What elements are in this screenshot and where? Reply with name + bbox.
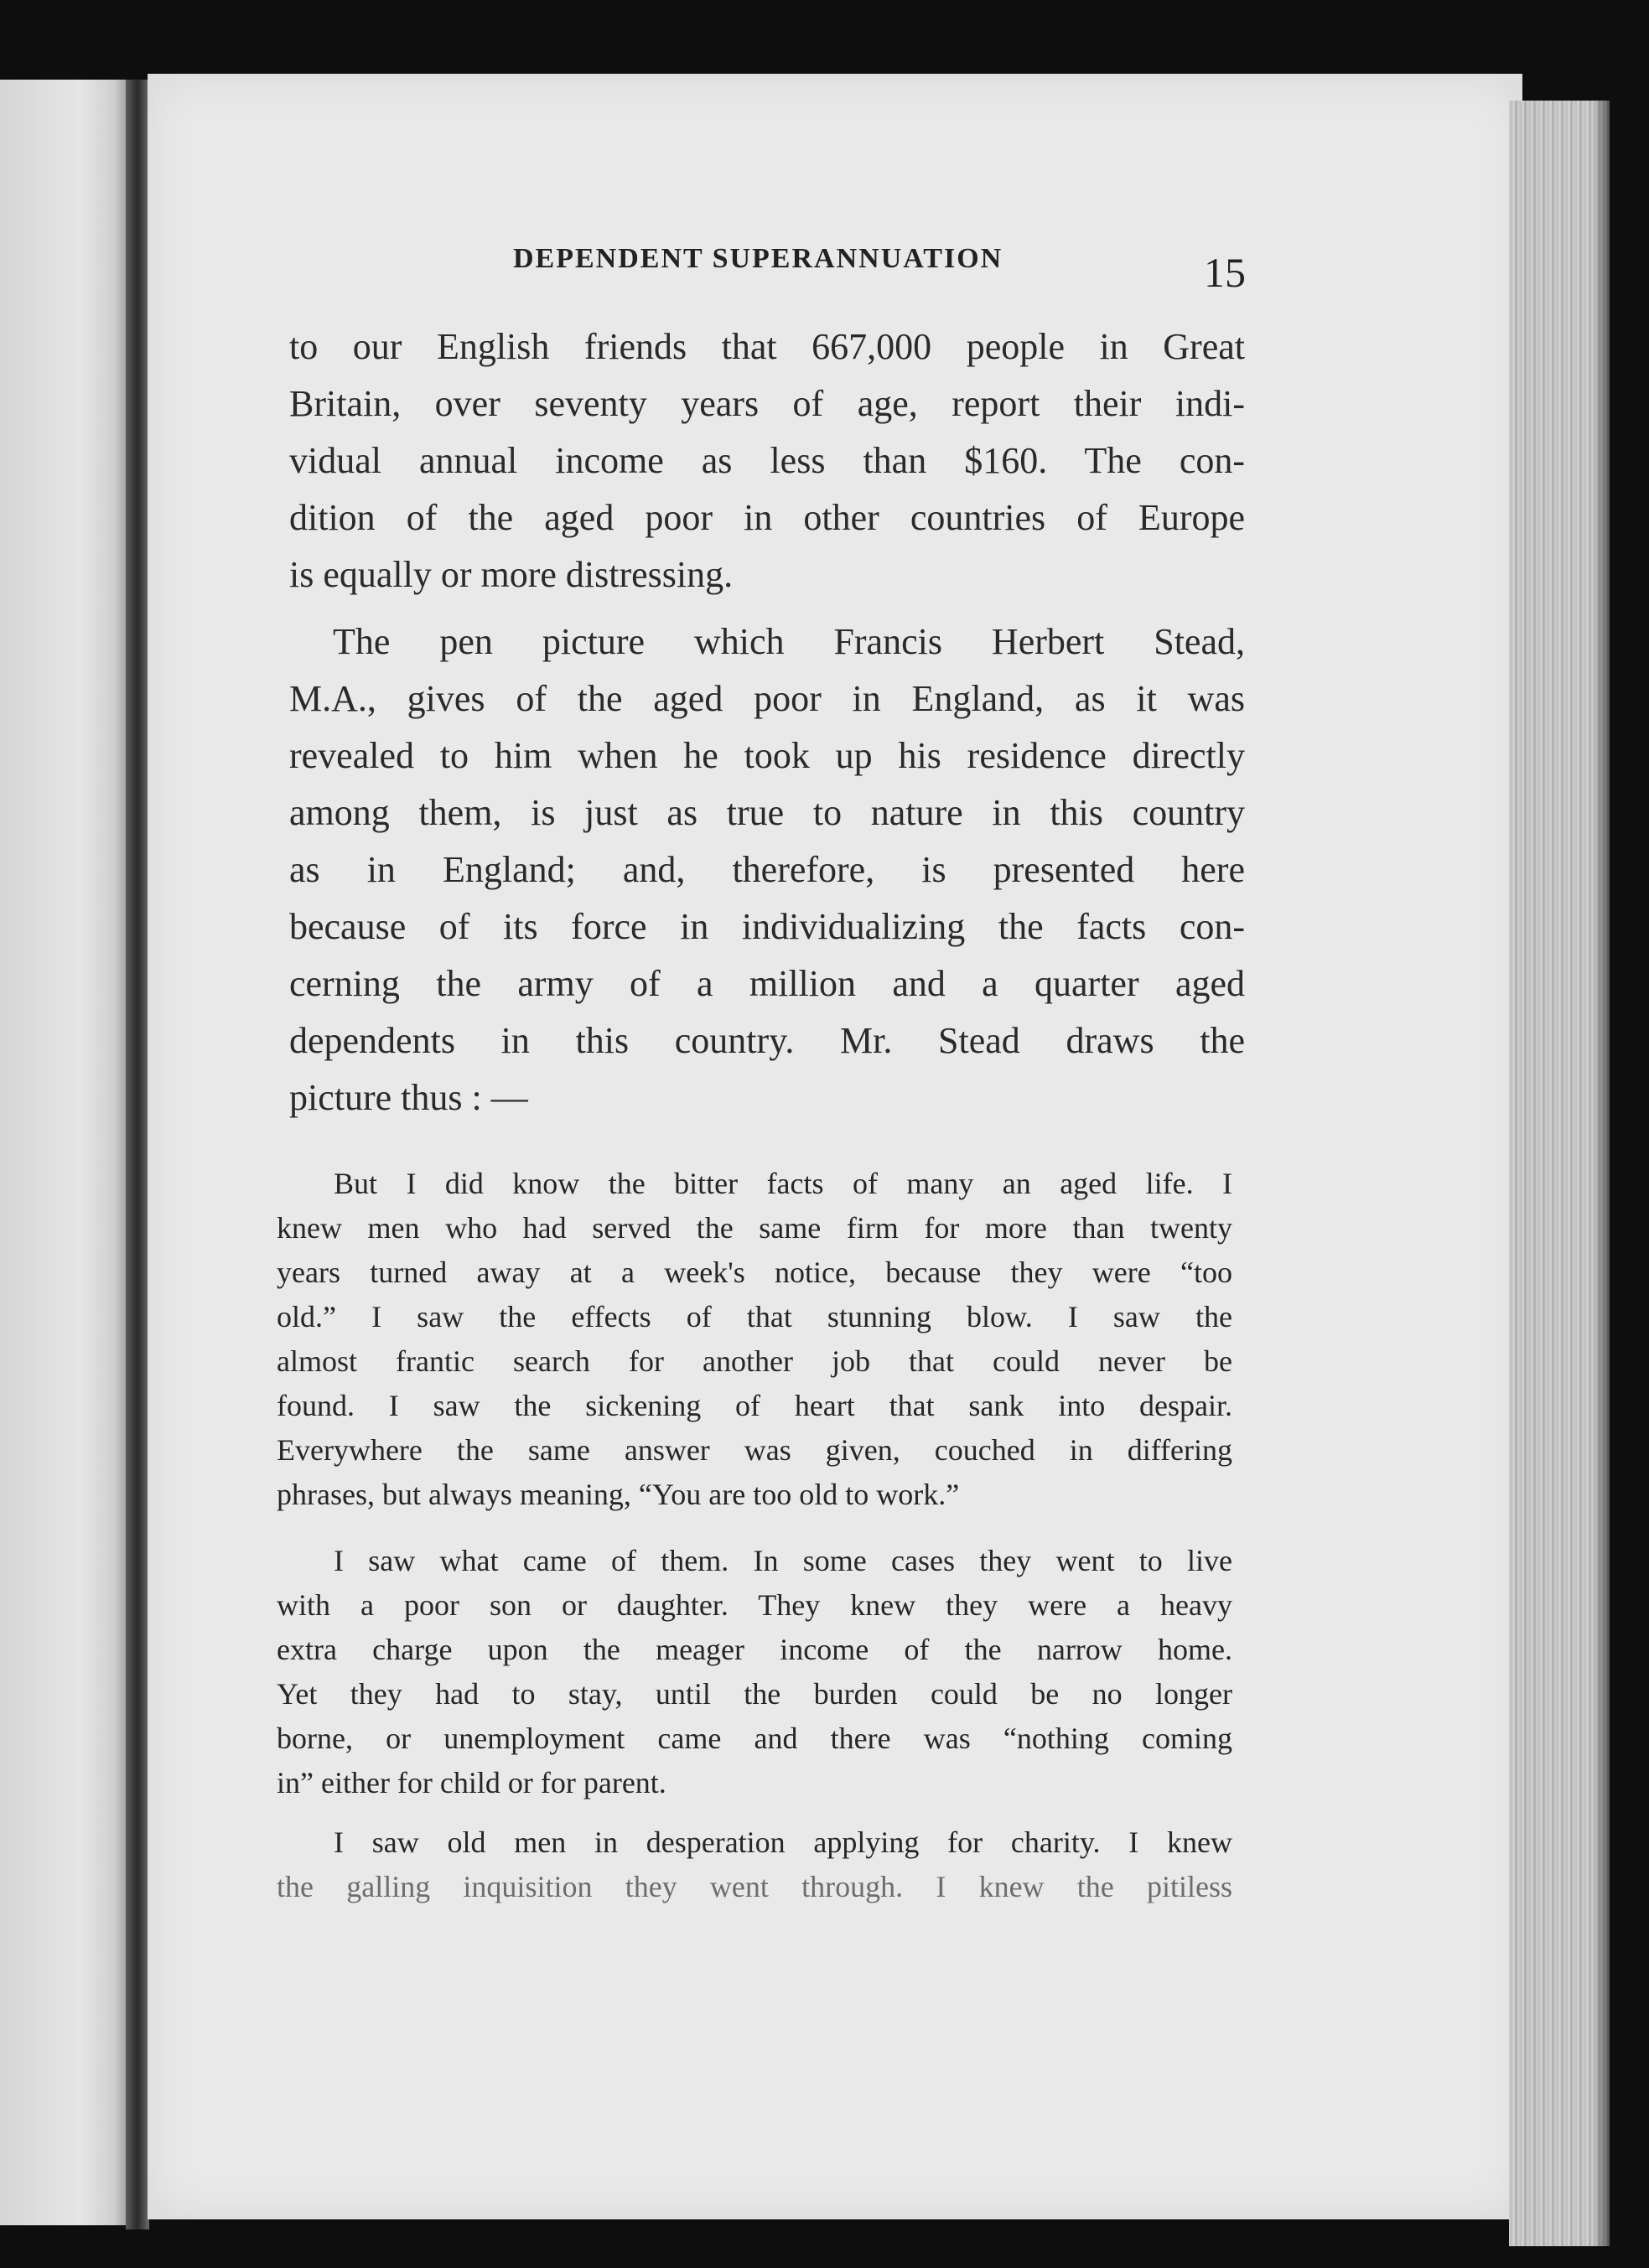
text-line: to our English friends that 667,000 people in Great bbox=[289, 326, 1245, 367]
paragraph-1 bbox=[289, 318, 1245, 603]
running-title: DEPENDENT SUPERANNUATION bbox=[513, 243, 1003, 274]
quote-line: phrases, but always meaning, “You are too old to work.” bbox=[277, 1478, 960, 1511]
quote-line: Everywhere the same answer was given, couched in differing bbox=[277, 1433, 1232, 1467]
text-line: revealed to him when he took up his residence directly bbox=[289, 735, 1245, 776]
quote-line: extra charge upon the meager income of the narrow home. bbox=[277, 1633, 1232, 1666]
quote-line: I saw what came of them. In some cases they went to live bbox=[334, 1544, 1232, 1577]
page-fore-edge bbox=[1509, 101, 1610, 2246]
text-line: dition of the aged poor in other countries of Europe bbox=[289, 497, 1245, 538]
facing-page-edge bbox=[0, 80, 134, 2225]
text-line: Britain, over seventy years of age, report their indi- bbox=[289, 383, 1245, 424]
page-number: 15 bbox=[1204, 249, 1246, 296]
book-gutter bbox=[126, 80, 149, 2229]
quote-line: old.” I saw the effects of that stunning blow. I saw the bbox=[277, 1300, 1232, 1333]
text-line: is equally or more distressing. bbox=[289, 554, 734, 595]
quote-line: I saw old men in desperation applying for charity. I knew bbox=[334, 1825, 1232, 1859]
quote-line: the galling inquisition they went through. I knew the pitiless bbox=[277, 1870, 1232, 1903]
quote-paragraph-2 bbox=[277, 1539, 1232, 1805]
text-line: cerning the army of a million and a quarter aged bbox=[289, 963, 1245, 1004]
quote-line: But I did know the bitter facts of many an aged life. I bbox=[334, 1167, 1232, 1200]
quote-line: Yet they had to stay, until the burden could be no longer bbox=[277, 1677, 1232, 1711]
quote-line: knew men who had served the same firm for more than twenty bbox=[277, 1211, 1232, 1245]
quote-line: with a poor son or daughter. They knew they were a heavy bbox=[277, 1588, 1232, 1622]
text-line: because of its force in individualizing the facts con- bbox=[289, 906, 1245, 947]
quote-line: years turned away at a week's notice, because they were “too bbox=[277, 1256, 1232, 1289]
paragraph-2 bbox=[289, 614, 1245, 1126]
text-line: as in England; and, therefore, is presented here bbox=[289, 849, 1245, 890]
quote-line: borne, or unemployment came and there was “nothing coming bbox=[277, 1722, 1232, 1755]
quote-line: in” either for child or for parent. bbox=[277, 1766, 666, 1799]
text-line: M.A., gives of the aged poor in England, as it was bbox=[289, 678, 1245, 719]
quote-line: found. I saw the sickening of heart that sank into despair. bbox=[277, 1389, 1232, 1422]
text-line: picture thus : — bbox=[289, 1077, 528, 1118]
quote-line: almost frantic search for another job that could never be bbox=[277, 1344, 1232, 1378]
text-line: among them, is just as true to nature in this country bbox=[289, 792, 1245, 833]
text-line: The pen picture which Francis Herbert Stead, bbox=[333, 621, 1245, 662]
text-line: vidual annual income as less than $160. The con- bbox=[289, 440, 1245, 481]
text-line: dependents in this country. Mr. Stead draws the bbox=[289, 1020, 1245, 1061]
quote-paragraph-3 bbox=[277, 1820, 1232, 1909]
quote-paragraph-1 bbox=[277, 1162, 1232, 1517]
